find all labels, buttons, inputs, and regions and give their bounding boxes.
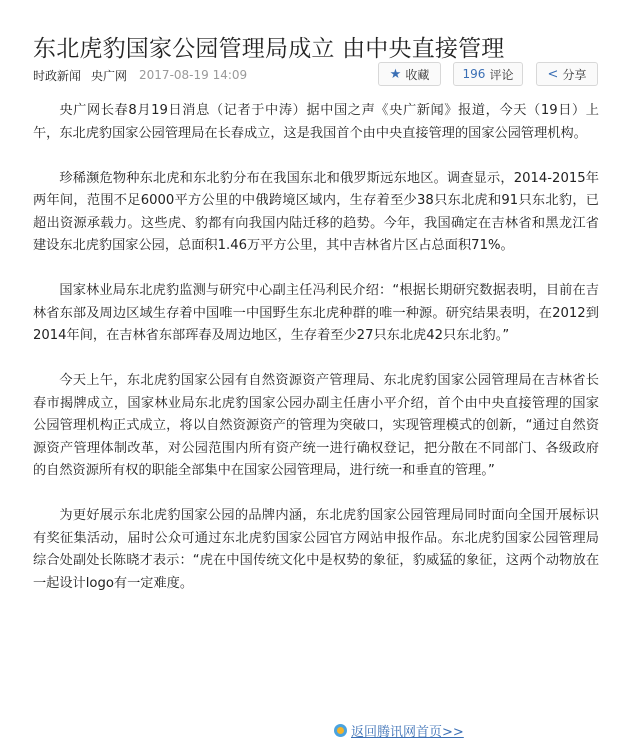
article-paragraph: 国家林业局东北虎豹监测与研究中心副主任冯利民介绍：“根据长期研究数据表明，目前在吉林省东部及周边区域生存着中国唯一中国野生东北虎种群的唯一种源。研究结果表明，在2012到2014年间，在吉林省东部珲春及周边地区，生存着至少27只东北虎42只东北豹。” [33, 283, 599, 343]
comment-count: 196 [462, 67, 486, 81]
share-button[interactable] [536, 62, 598, 86]
favorite-label: 收藏 [405, 67, 430, 82]
article-body [33, 100, 599, 618]
share-icon: < [547, 66, 559, 82]
share-label: 分享 [562, 67, 587, 82]
comment-label: 评论 [489, 67, 514, 82]
tencent-logo-icon [334, 724, 347, 737]
article-datetime: 2017-08-19 14:09 [139, 68, 248, 82]
article-source[interactable]: 央广网 [91, 68, 128, 83]
back-link-label: 返回腾讯网首页>> [351, 724, 464, 740]
article-title: 东北虎豹国家公园管理局成立 由中央直接管理 [33, 36, 505, 63]
comment-button[interactable] [453, 62, 523, 86]
article-paragraph: 今天上午，东北虎豹国家公园有自然资源资产管理局、东北虎豹国家公园管理局在吉林省长春市揭牌成立，国家林业局东北虎豹国家公园办副主任唐小平介绍，首个由中央直接管理的国家公园管理机构正式成立，将以自然资源资产的管理为突破口，实现管理模式的创新，“通过自然资源资产管理体制改革，对公园范围内所有资产统一进行确权登记，把分散在不同部门、各级政府的自然资源所有权的职能全部集中在国家公园管理局，进行统一和垂直的管理。” [33, 373, 600, 478]
back-to-home-link[interactable] [334, 719, 464, 741]
article-meta [33, 65, 247, 85]
favorite-button[interactable] [378, 62, 441, 86]
article-category[interactable]: 时政新闻 [33, 68, 82, 83]
article-paragraph: 为更好展示东北虎豹国家公园的品牌内涵，东北虎豹国家公园管理局同时面向全国开展标识有奖征集活动，届时公众可通过东北虎豹国家公园官方网站申报作品。东北虎豹国家公园管理局综合处副处长陈晓才表示：“虎在中国传统文化中是权势的象征，豹威猛的象征，这两个动物放在一起设计logo有一定难度。 [33, 508, 599, 591]
star-icon: ★ [389, 66, 402, 82]
article-paragraph: 珍稀濒危物种东北虎和东北豹分布在我国东北和俄罗斯远东地区。调查显示，2014-2015年两年间，范围不足6000平方公里的中俄跨境区域内，生存着至少38只东北虎和91只东北豹，已超出资源承载力。这些虎、豹都有向我国内陆迁移的趋势。今年，我国确定在吉林省和黑龙江省建设东北虎豹国家公园，总面积1.46万平方公里，其中吉林省片区占总面积71%。 [33, 170, 599, 253]
article-paragraph: 央广网长春8月19日消息（记者于中涛）据中国之声《央广新闻》报道，今天（19日）上午，东北虎豹国家公园管理局在长春成立，这是我国首个由中央直接管理的国家公园管理机构。 [33, 103, 599, 141]
